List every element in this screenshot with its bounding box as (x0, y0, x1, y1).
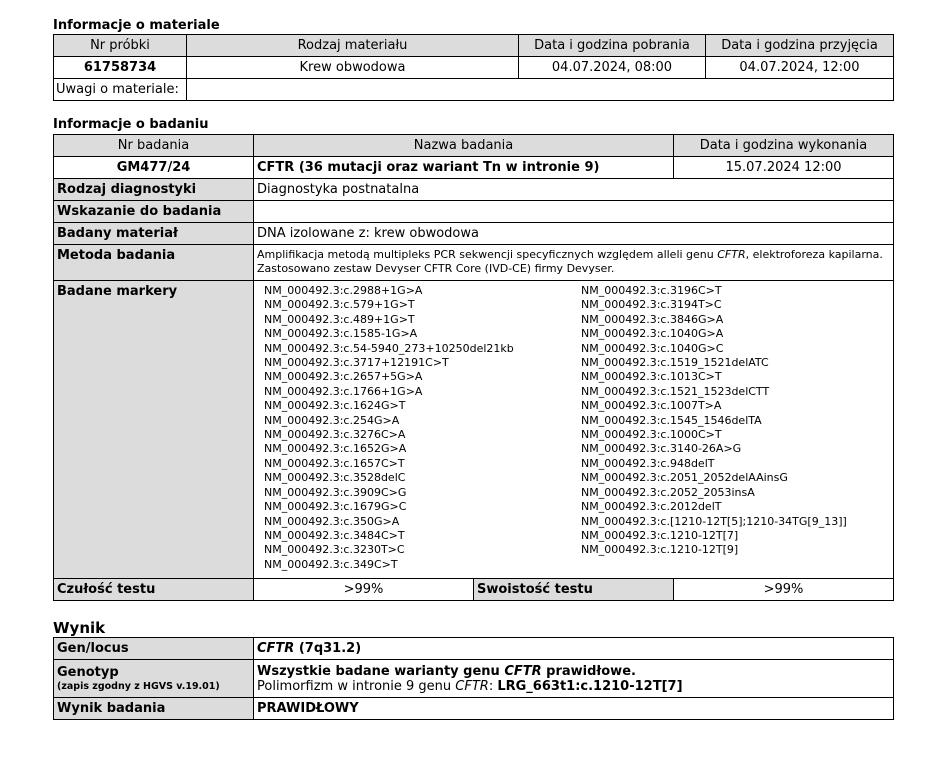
genotype-polymorphism-value: LRG_663t1:c.1210-12T[7] (497, 678, 683, 694)
marker-item: NM_000492.3:c.2657+5G>A (264, 370, 423, 384)
specificity-value: >99% (674, 579, 894, 601)
sensitivity-value: >99% (254, 579, 474, 601)
outcome-row (54, 698, 894, 720)
collection-datetime: 04.07.2024, 08:00 (519, 57, 706, 79)
material-section-title: Informacje o materiale (53, 18, 220, 33)
marker-item: NM_000492.3:c.3846G>A (581, 312, 724, 326)
method-gene: CFTR (717, 248, 746, 261)
marker-item: NM_000492.3:c.1766+1G>A (264, 384, 423, 398)
marker-item: NM_000492.3:c.1210-12T[9] (581, 543, 739, 557)
test-section-title: Informacje o badaniu (53, 117, 209, 132)
gene-label: Gen/locus (54, 638, 254, 660)
material-header-type: Rodzaj materiału (187, 35, 519, 57)
tested-material-value: DNA izolowane z: krew obwodowa (254, 223, 894, 245)
genotype-line-1 (257, 664, 890, 679)
indication-row (54, 201, 894, 223)
material-header-received: Data i godzina przyjęcia (706, 35, 894, 57)
marker-item: NM_000492.3:c.350G>A (264, 514, 400, 528)
marker-item: NM_000492.3:c.2988+1G>A (264, 284, 423, 297)
genotype-line1-text-b: prawidłowe. (541, 663, 636, 679)
material-notes-label: Uwagi o materiale: (54, 79, 187, 101)
method-text-part2: , elektroforeza kapilarna. Zastosowano zestaw Devyser CFTR Core (IVD-CE) firmy Devyser. (257, 248, 883, 275)
genotype-sublabel: (zapis zgodny z HGVS v.19.01) (57, 680, 220, 692)
test-value-row (54, 157, 894, 179)
material-type: Krew obwodowa (187, 57, 519, 79)
marker-item: NM_000492.3:c.1521_1523delCTT (581, 384, 770, 398)
marker-item: NM_000492.3:c.2052_2053insA (581, 485, 755, 499)
marker-item: NM_000492.3:c.54-5940_273+10250del21kb (264, 341, 514, 355)
marker-item: NM_000492.3:c.1210-12T[7] (581, 528, 739, 542)
diagnostics-type-row (54, 179, 894, 201)
tested-material-row (54, 223, 894, 245)
marker-item: NM_000492.3:c.1519_1521delATC (581, 356, 769, 370)
tested-material-label: Badany materiał (54, 223, 254, 245)
markers-row (54, 281, 894, 579)
marker-item: NM_000492.3:c.2051_2052delAAinsG (581, 471, 788, 485)
method-description (254, 245, 894, 281)
marker-item: NM_000492.3:c.3909C>G (264, 485, 407, 499)
genotype-value (254, 660, 894, 698)
marker-item: NM_000492.3:c.1679G>C (264, 500, 407, 514)
test-header-number: Nr badania (54, 135, 254, 157)
result-table (53, 637, 894, 720)
outcome-label: Wynik badania (54, 698, 254, 720)
test-header-date: Data i godzina wykonania (674, 135, 894, 157)
marker-item: NM_000492.3:c.1545_1546delTA (581, 413, 762, 427)
genotype-line2-text-a: Polimorfizm w intronie 9 genu (257, 678, 456, 694)
genotype-line2-gene: CFTR (455, 678, 489, 694)
test-header-name: Nazwa badania (254, 135, 674, 157)
sensitivity-label: Czułość testu (54, 579, 254, 601)
marker-item: NM_000492.3:c.2012delT (581, 500, 722, 514)
genotype-label: Genotyp (57, 664, 119, 680)
material-header-collected: Data i godzina pobrania (519, 35, 706, 57)
markers-left-column (264, 284, 581, 572)
marker-item: NM_000492.3:c.1013C>T (581, 370, 722, 384)
marker-item: NM_000492.3:c.489+1G>T (264, 312, 415, 326)
test-datetime: 15.07.2024 12:00 (674, 157, 894, 179)
marker-item: NM_000492.3:c.3528delC (264, 471, 406, 485)
material-value-row (54, 57, 894, 79)
indication-label: Wskazanie do badania (54, 201, 254, 223)
test-table (53, 134, 894, 601)
genotype-line-2 (257, 679, 890, 694)
sensitivity-row (54, 579, 894, 601)
marker-item: NM_000492.3:c.1585-1G>A (264, 327, 418, 341)
genotype-line1-text-a: Wszystkie badane warianty genu (257, 663, 505, 679)
marker-item: NM_000492.3:c.579+1G>T (264, 298, 415, 312)
marker-item: NM_000492.3:c.3140-26A>G (581, 442, 742, 456)
marker-item: NM_000492.3:c.1007T>A (581, 399, 722, 413)
genotype-line2-text-b: : (488, 678, 498, 694)
genotype-row (54, 660, 894, 698)
markers-label: Badane markery (54, 281, 254, 579)
marker-item: NM_000492.3:c.1040G>A (581, 327, 724, 341)
marker-item: NM_000492.3:c.3194T>C (581, 298, 722, 312)
test-number: GM477/24 (54, 157, 254, 179)
genotype-line1-gene: CFTR (504, 663, 542, 679)
marker-item: NM_000492.3:c.1000C>T (581, 428, 722, 442)
marker-item: NM_000492.3:c.1652G>A (264, 442, 407, 456)
markers-right-column (581, 284, 847, 558)
material-table (53, 34, 894, 101)
marker-item: NM_000492.3:c.948delT (581, 456, 715, 470)
gene-row (54, 638, 894, 660)
method-label: Metoda badania (54, 245, 254, 281)
material-notes-row (54, 79, 894, 101)
outcome-value: PRAWIDŁOWY (254, 698, 894, 720)
marker-item: NM_000492.3:c.1624G>T (264, 399, 406, 413)
method-text-part1: Amplifikacja metodą multipleks PCR sekwencji specyficznych względem alleli genu (257, 248, 718, 261)
specificity-label: Swoistość testu (474, 579, 674, 601)
gene-locus: (7q31.2) (294, 641, 362, 656)
marker-item: NM_000492.3:c.1657C>T (264, 456, 405, 470)
material-header-sample-no: Nr próbki (54, 35, 187, 57)
diagnostics-type-value: Diagnostyka postnatalna (254, 179, 894, 201)
material-header-row (54, 35, 894, 57)
reception-datetime: 04.07.2024, 12:00 (706, 57, 894, 79)
indication-value (254, 201, 894, 223)
marker-item: NM_000492.3:c.[1210-12T[5];1210-34TG[9_13]] (581, 514, 847, 528)
marker-item: NM_000492.3:c.254G>A (264, 413, 400, 427)
method-row (54, 245, 894, 281)
test-header-row (54, 135, 894, 157)
sample-number: 61758734 (54, 57, 187, 79)
markers-list (254, 281, 894, 579)
diagnostics-type-label: Rodzaj diagnostyki (54, 179, 254, 201)
marker-item: NM_000492.3:c.349C>T (264, 557, 398, 571)
result-section-title: Wynik (53, 619, 106, 637)
marker-item: NM_000492.3:c.3196C>T (581, 284, 722, 297)
genotype-label-cell (54, 660, 254, 698)
gene-value (254, 638, 894, 660)
marker-item: NM_000492.3:c.1040G>C (581, 341, 724, 355)
gene-name: CFTR (257, 641, 295, 656)
marker-item: NM_000492.3:c.3276C>A (264, 428, 406, 442)
material-notes-value (187, 79, 894, 101)
test-name: CFTR (36 mutacji oraz wariant Tn w intronie 9) (254, 157, 674, 179)
marker-item: NM_000492.3:c.3230T>C (264, 543, 405, 557)
marker-item: NM_000492.3:c.3484C>T (264, 528, 405, 542)
marker-item: NM_000492.3:c.3717+12191C>T (264, 356, 449, 370)
